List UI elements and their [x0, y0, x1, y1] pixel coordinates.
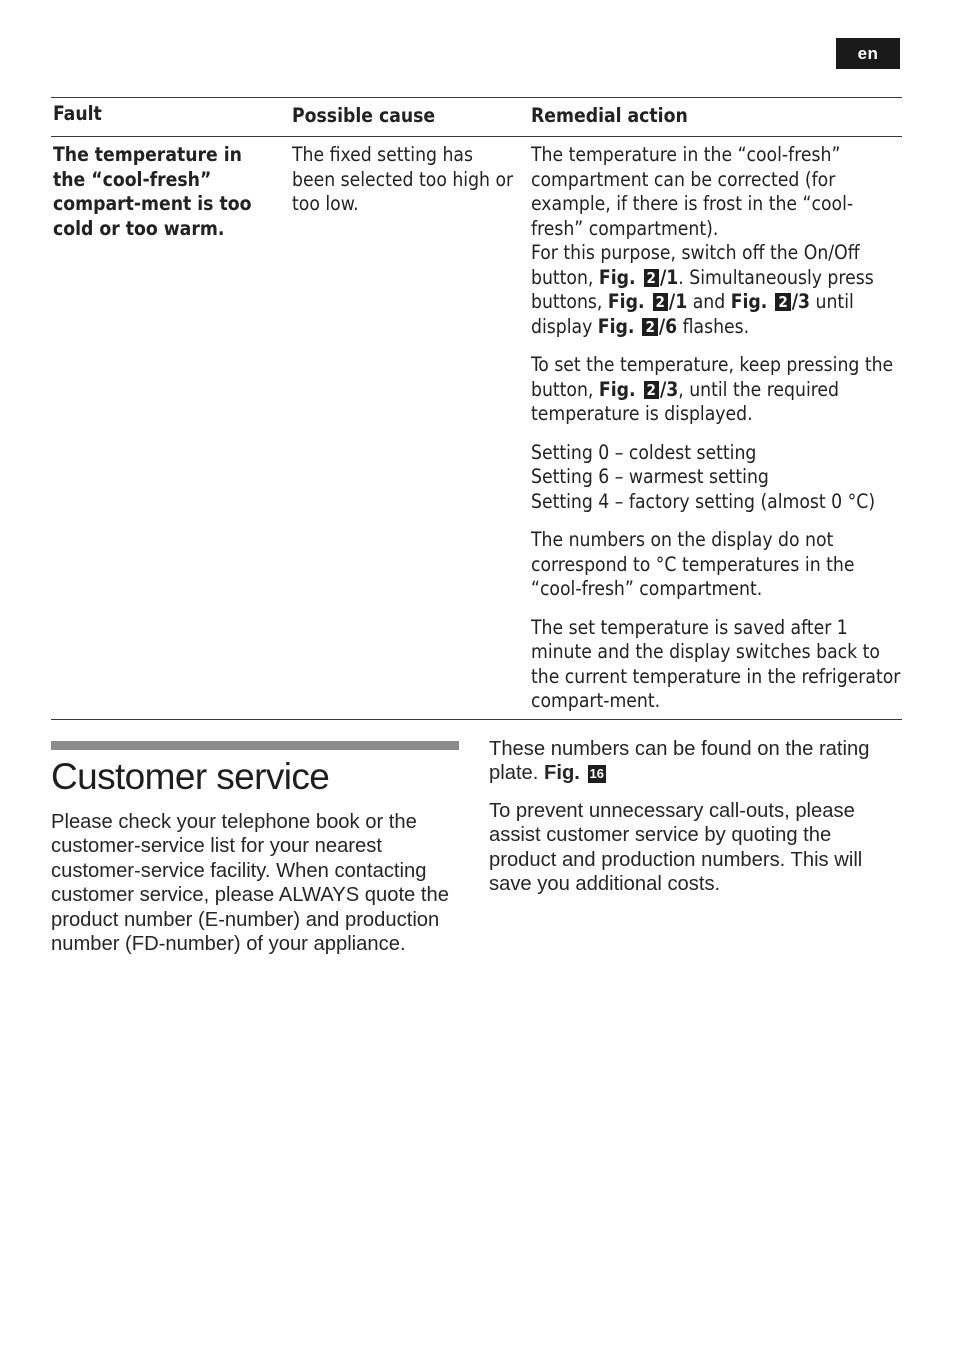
fig-number-box: 2	[642, 318, 657, 336]
callouts-paragraph: To prevent unnecessary call-outs, please assist customer service by quoting the product and production numbers. This will save you additional costs.	[489, 799, 863, 896]
remedy-paragraph-2	[531, 353, 903, 427]
remedy-press: . Simultaneously press buttons,	[531, 265, 874, 313]
header-fault: Fault	[53, 102, 102, 125]
cause-text: The fixed setting has been selected too high or too low.	[292, 143, 514, 215]
section-bar	[51, 741, 459, 750]
fig-ref: Fig. 2 /3	[730, 290, 811, 313]
setting-item: Setting 0 – coldest setting	[531, 440, 757, 464]
fig-number-box: 2	[644, 381, 659, 399]
customer-service-right-column	[489, 737, 904, 909]
fig-ref: Fig. 2 /3	[598, 377, 679, 401]
remedy-until-required: , until the required temperature is displayed.	[531, 377, 840, 425]
remedy-intro: The temperature in the “cool-fresh” compartment can be corrected (for example, if there is frost in the “cool-fresh” compartment).	[531, 143, 854, 240]
rating-plate-text: These numbers can be found on the rating plate.	[489, 738, 870, 785]
remedy-cell	[531, 143, 903, 714]
remedy-and: and	[687, 290, 731, 313]
header-remedial-action: Remedial action	[531, 104, 688, 127]
fig-number-box: 2	[775, 293, 790, 311]
remedy-switch-off: For this purpose, switch off the On/Off button,	[531, 241, 860, 289]
table-bottom-rule	[51, 719, 902, 720]
fault-text: The temperature in the “cool-fresh” compart-ment is too cold or too warm.	[53, 143, 252, 240]
remedy-flashes: flashes.	[677, 314, 750, 338]
customer-service-left-text: Please check your telephone book or the customer-service list for your nearest customer-service facility. When contacting customer service, please ALWAYS quote the product number (E-number) and production number (FD-number) of your appliance.	[51, 811, 449, 956]
setting-item: Setting 4 – factory setting (almost 0 °C)	[531, 489, 876, 513]
fig-number-box: 2	[653, 293, 668, 311]
remedy-until-display: until display	[531, 290, 854, 338]
remedy-paragraph-1	[531, 143, 903, 339]
fig-ref: Fig. 16	[544, 762, 604, 785]
table-header-rule	[51, 136, 902, 137]
setting-item: Setting 6 – warmest setting	[531, 465, 769, 488]
language-tab: en	[836, 38, 900, 69]
fig-ref: Fig. 2 /1	[607, 290, 688, 313]
header-possible-cause: Possible cause	[292, 104, 436, 127]
remedy-settings-list	[531, 441, 903, 515]
remedy-paragraph-4: The numbers on the display do not correspond to °C temperatures in the “cool-fresh” compartment.	[531, 528, 855, 600]
rating-plate-paragraph	[489, 737, 904, 786]
remedy-set-temp: To set the temperature, keep pressing the button,	[531, 353, 894, 401]
table-top-rule	[51, 97, 902, 98]
fig-number-box: 16	[589, 766, 604, 782]
fig-ref: Fig. 2 /6	[597, 314, 678, 338]
fig-number-box: 2	[644, 269, 659, 287]
section-title: Customer service	[51, 756, 330, 797]
fig-ref: Fig. 2 /1	[598, 265, 679, 289]
remedy-paragraph-5: The set temperature is saved after 1 minute and the display switches back to the current temperature in the refrigerator compart-ment.	[531, 615, 901, 712]
